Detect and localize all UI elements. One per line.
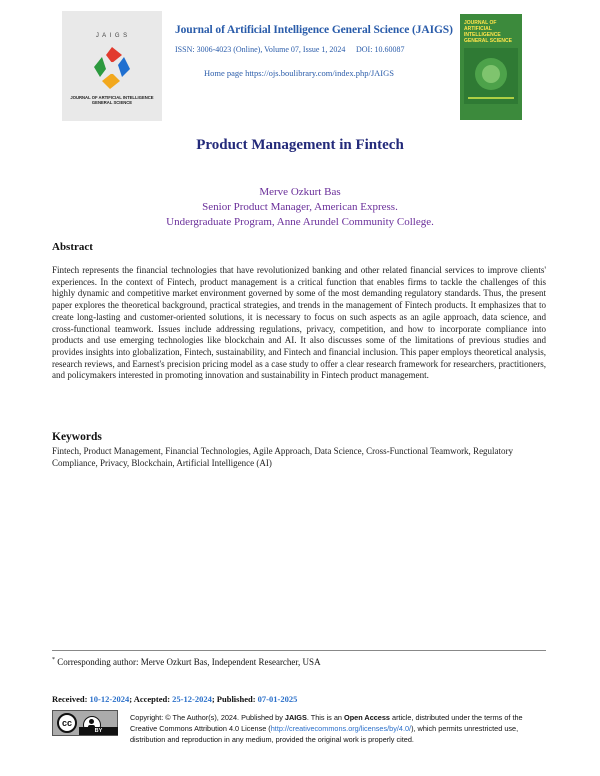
home-page-link[interactable]: Home page https://ojs.boulibrary.com/index.php/JAIGS xyxy=(204,68,394,78)
keywords-body: Fintech, Product Management, Financial Technologies, Agile Approach, Data Science, Cross-Functional Teamwork, Regulatory Compliance, Privacy, Blockchain, Artificial Intelligence (AI) xyxy=(52,446,514,468)
publisher-name: JAIGS xyxy=(284,713,307,722)
paper-title: Product Management in Fintech xyxy=(196,137,404,153)
logo-name: J A I G S xyxy=(95,33,129,39)
abstract-body: Fintech represents the financial technologies that have revolutionized banking and other related financial services to improve clients' experiences. In the context of Fintech, product management is a critical function that enables firms to tackle the challenges of this highly dynamic and competitive market environment governed by some of the most demanding regulatory standards. Thus, the present paper explores the theoretical background, practical strategies, and trends in the management of Fintech products. It emphasizes that to create long-lasting and customer-oriented solutions, it is necessary to focus on such aspects as an agile approach, data science, and cross-functional teamwork. Issues include addressing regulations, privacy, competition, and how to incorporate compliance into products and use emerging technologies like blockchain and AI. It also discusses some of the limitations of previous studies and provides insights into globalization, Fintech, sustainability, and Fintech and financial inclusion. This paper employs theoretical analysis, research reviews, and Earnest's precision pricing model as a case study to offer a clear research framework for researchers, practitioners, and policymakers interested in promoting innovation and sustainability in Fintech product management. xyxy=(52,265,546,381)
journal-logo xyxy=(62,11,162,121)
accepted-date: 25-12-2024 xyxy=(172,694,212,704)
issn-line: ISSN: 3006-4023 (Online), Volume 07, Issue 1, 2024 xyxy=(175,45,346,54)
author-affiliation: Undergraduate Program, Anne Arundel Community College. xyxy=(166,216,434,228)
copyright-text-4: ), which permits unrestricted use, distribution and reproduction in any medium, provided the original work is properly cited. xyxy=(130,724,519,744)
by-label: BY xyxy=(79,727,118,735)
copyright-notice xyxy=(130,712,550,745)
license-link[interactable]: http://creativecommons.org/licenses/by/4.0/ xyxy=(270,724,412,733)
copyright-text-3: article, distributed under the terms of the Creative Commons Attribution 4.0 License ( xyxy=(130,713,523,733)
cover-title: JOURNAL OF ARTIFICIAL INTELLIGENCE GENERAL SCIENCE xyxy=(464,20,512,44)
logo-subtitle: JOURNAL OF ARTIFICIAL INTELLIGENCE GENERAL SCIENCE xyxy=(70,95,154,105)
corresponding-author-text: Corresponding author: Merve Ozkurt Bas, Independent Researcher, USA xyxy=(57,657,321,667)
doi-line: DOI: 10.60087 xyxy=(356,45,405,54)
author-role: Senior Product Manager, American Express. xyxy=(202,201,398,213)
published-date: 07-01-2025 xyxy=(257,694,298,704)
cc-by-license-badge[interactable] xyxy=(52,710,118,736)
journal-cover-image xyxy=(460,14,522,120)
logo-emblem-icon xyxy=(92,45,132,91)
journal-title[interactable]: Journal of Artificial Intelligence General Science (JAIGS) xyxy=(175,24,453,36)
footnote-divider xyxy=(52,650,546,651)
author-name: Merve Ozkurt Bas xyxy=(259,186,341,198)
copyright-text-2: . This is an xyxy=(306,713,345,722)
cover-art-icon xyxy=(464,48,518,104)
published-label: ; Published: xyxy=(211,694,256,704)
keywords-heading: Keywords xyxy=(52,431,102,443)
received-label: Received: xyxy=(52,694,88,704)
received-date: 10-12-2024 xyxy=(89,694,130,704)
open-access-label: Open Access xyxy=(344,713,390,722)
corresponding-author-note: * Corresponding author: Merve Ozkurt Bas, Independent Researcher, USA xyxy=(52,657,321,667)
publication-dates xyxy=(52,694,297,704)
accepted-label: ; Accepted: xyxy=(129,694,171,704)
abstract-heading: Abstract xyxy=(52,241,93,253)
cc-icon: cc xyxy=(57,713,77,733)
copyright-text-1: Copyright: © The Author(s), 2024. Published by xyxy=(130,713,285,722)
